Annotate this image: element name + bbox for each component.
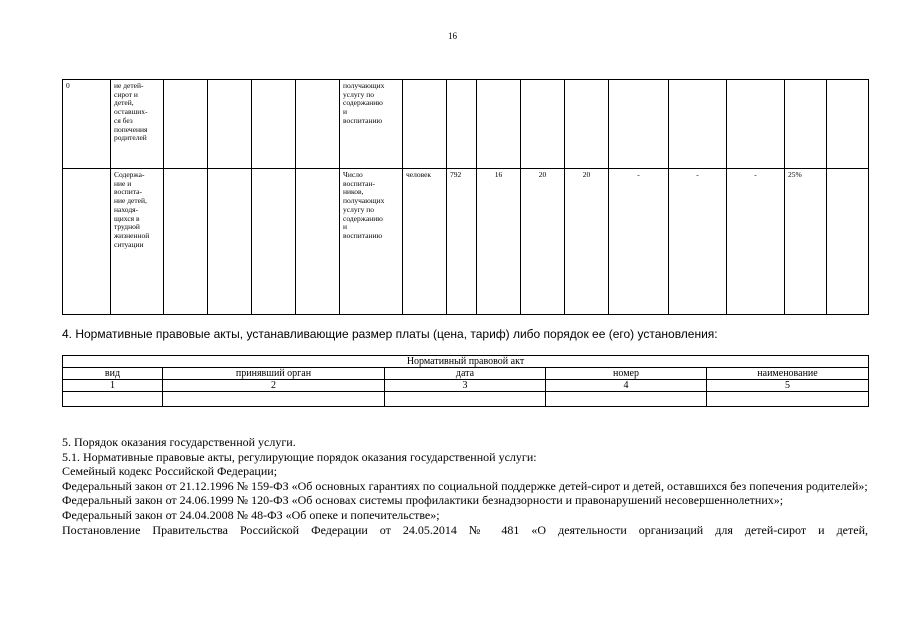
table-cell xyxy=(707,392,869,407)
table-cell: - xyxy=(669,169,727,315)
table-cell xyxy=(340,169,403,315)
table-cell xyxy=(111,80,164,169)
table-cell xyxy=(111,169,164,315)
table-cell xyxy=(296,80,340,169)
section-5-1-heading: 5.1. Нормативные правовые акты, регулирующие порядок оказания государственной услуги: xyxy=(62,449,537,464)
section-5-heading: 5. Порядок оказания государственной услуги. xyxy=(62,435,296,449)
column-header: принявший орган xyxy=(163,368,385,380)
section-5 xyxy=(62,435,868,537)
section-4-heading: 4. Нормативные правовые акты, устанавливающие размер платы (цена, тариф) либо порядок ее (его) установления: xyxy=(62,327,718,341)
column-number: 1 xyxy=(63,380,163,392)
cell-text: Число воспитан- ников, получающих услугу по содержанию и воспитанию xyxy=(343,170,385,240)
page-number: 16 xyxy=(448,31,457,41)
table-header-row xyxy=(63,368,869,380)
table-cell xyxy=(252,169,296,315)
normative-acts-table xyxy=(62,355,869,407)
table-cell xyxy=(827,169,869,315)
table-cell xyxy=(565,80,609,169)
table-cell xyxy=(208,169,252,315)
service-indicators-table xyxy=(62,79,869,315)
table-cell xyxy=(727,80,785,169)
table-cell xyxy=(609,80,669,169)
table-cell: 16 xyxy=(477,169,521,315)
column-number: 2 xyxy=(163,380,385,392)
table-cell xyxy=(827,80,869,169)
table-row xyxy=(63,392,869,407)
table-cell xyxy=(477,80,521,169)
act-item: Федеральный закон от 24.04.2008 № 48-ФЗ «Об опеке и попечительстве»; xyxy=(62,507,440,522)
cell-text: Содержа- ние и воспита- ние детей, находя- щихся в трудной жизненной ситуации xyxy=(114,170,150,249)
table-cell: 20 xyxy=(565,169,609,315)
act-item: Федеральный закон от 24.06.1999 № 120-ФЗ «Об основах системы профилактики безнадзорности и правонарушений несовершеннолетних»; xyxy=(62,493,784,508)
table-cell: - xyxy=(727,169,785,315)
column-header: вид xyxy=(63,368,163,380)
table-cell: 0 xyxy=(63,80,111,169)
table-cell: 20 xyxy=(521,169,565,315)
table-cell: 792 xyxy=(447,169,477,315)
column-number: 5 xyxy=(707,380,869,392)
column-header: дата xyxy=(385,368,546,380)
column-header: номер xyxy=(546,368,707,380)
table-row xyxy=(63,80,869,169)
column-number: 3 xyxy=(385,380,546,392)
table-cell: 25% xyxy=(785,169,827,315)
table-cell xyxy=(546,392,707,407)
table-cell xyxy=(163,392,385,407)
table-cell xyxy=(385,392,546,407)
table-cell xyxy=(296,169,340,315)
table-cell xyxy=(164,169,208,315)
act-item: Постановление Правительства Российской Федерации от 24.05.2014 № 481 «О деятельности организаций для детей-сирот и детей, xyxy=(62,522,868,537)
table-cell: - xyxy=(609,169,669,315)
cell-text: получающих услугу по содержанию и воспитанию xyxy=(343,81,385,125)
table-cell xyxy=(403,80,447,169)
column-number-row xyxy=(63,380,869,392)
act-item: Федеральный закон от 21.12.1996 № 159-ФЗ «Об основных гарантиях по социальной поддержке детей-сирот и детей, оставшихся без попечения родителей»; xyxy=(62,478,868,493)
table-cell xyxy=(63,392,163,407)
act-item: Семейный кодекс Российской Федерации; xyxy=(62,464,278,479)
table-cell xyxy=(208,80,252,169)
table-title-row xyxy=(63,356,869,368)
cell-text: ие детей- сирот и детей, оставших- ся без попечения родителей xyxy=(114,81,148,143)
table-cell xyxy=(447,80,477,169)
column-number: 4 xyxy=(546,380,707,392)
table-cell xyxy=(164,80,208,169)
table-row xyxy=(63,169,869,315)
table-cell xyxy=(669,80,727,169)
table-cell xyxy=(63,169,111,315)
table-cell xyxy=(785,80,827,169)
table-cell: человек xyxy=(403,169,447,315)
table-cell xyxy=(252,80,296,169)
table-title: Нормативный правовой акт xyxy=(63,356,869,368)
column-header: наименование xyxy=(707,368,869,380)
table-cell xyxy=(340,80,403,169)
table-cell xyxy=(521,80,565,169)
